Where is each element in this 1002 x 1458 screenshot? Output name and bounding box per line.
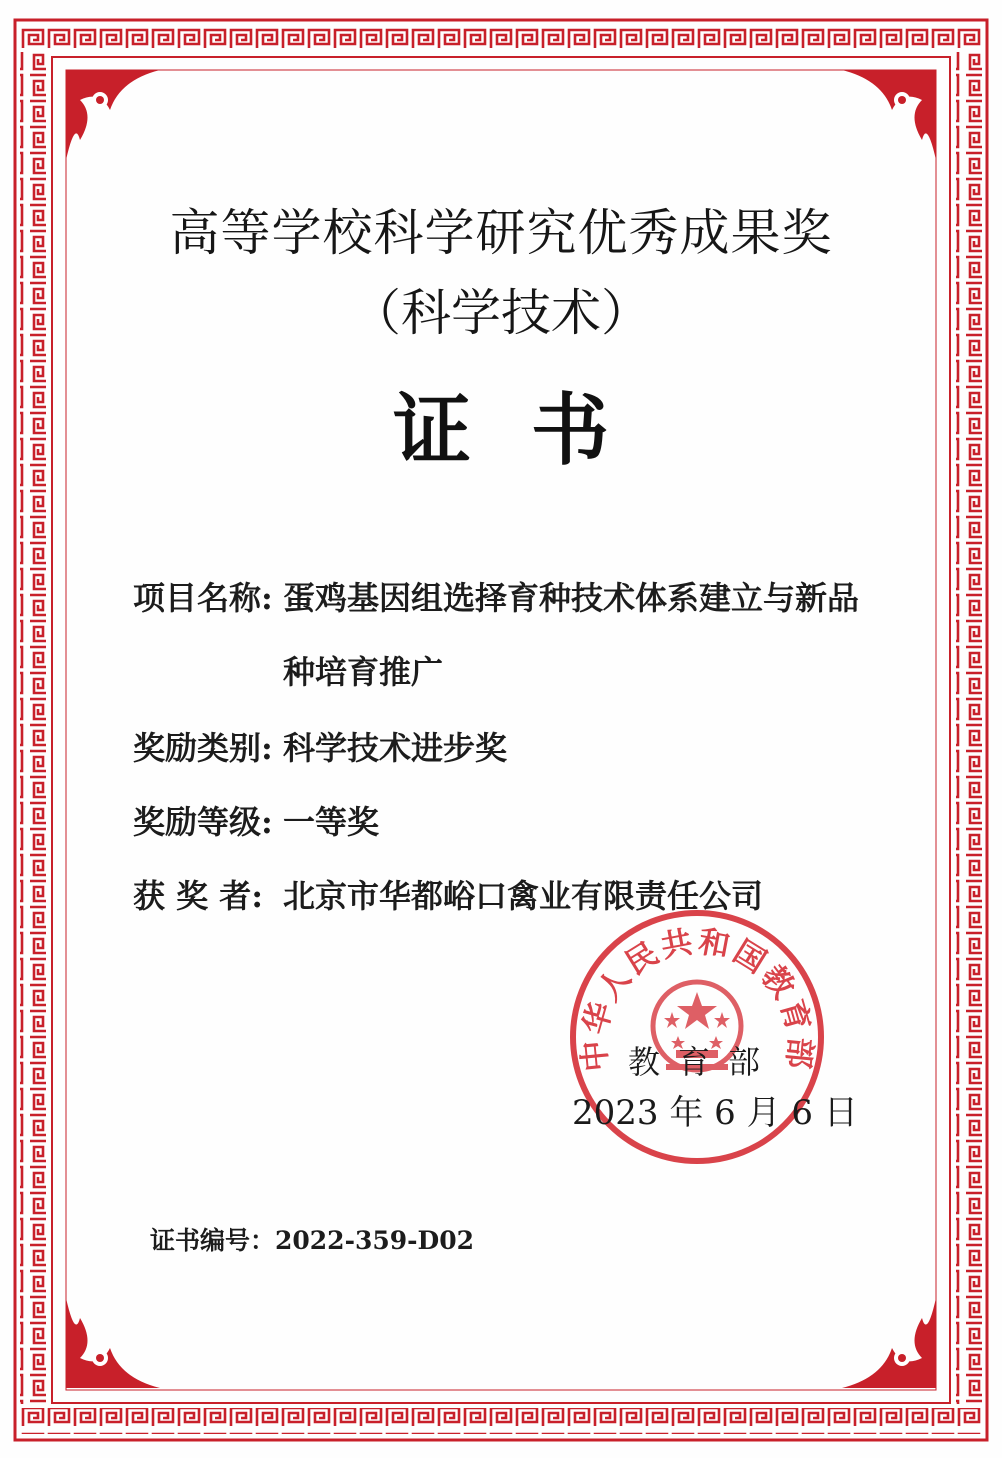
issue-date: 2023 年 6 月 6 日 [572, 1093, 858, 1133]
field-award-level [133, 803, 380, 841]
seal-text: 中华人民共和国教育部 [575, 923, 819, 1073]
field-project-name [133, 579, 860, 617]
field-value: 蛋鸡基因组选择育种技术体系建立与新品 [283, 579, 860, 617]
issuer-name: 教育部 [628, 1043, 779, 1081]
field-label: 项目名称: [133, 579, 273, 617]
field-label: 奖励等级: [133, 803, 273, 841]
certificate-subtitle: （科学技术） [351, 284, 651, 342]
certificate-title: 高等学校科学研究优秀成果奖 [169, 204, 833, 262]
field-label: 奖励类别: [133, 729, 273, 767]
corner-ornament-bottom-right [842, 1298, 936, 1388]
field-value: 科学技术进步奖 [283, 729, 508, 767]
certificate-heading: 证书 [392, 385, 669, 476]
corner-ornament-top-left [66, 70, 160, 160]
field-project-name-continued: 种培育推广 [283, 653, 444, 691]
field-label: 获 奖 者: [133, 877, 264, 915]
field-value: 北京市华都峪口禽业有限责任公司 [283, 877, 764, 915]
certificate-number: 证书编号：2022-359-D02 [150, 1226, 474, 1255]
field-value: 一等奖 [283, 803, 380, 841]
corner-ornament-bottom-left [66, 1298, 160, 1388]
corner-ornament-top-right [842, 70, 936, 160]
field-award-category [133, 729, 508, 767]
